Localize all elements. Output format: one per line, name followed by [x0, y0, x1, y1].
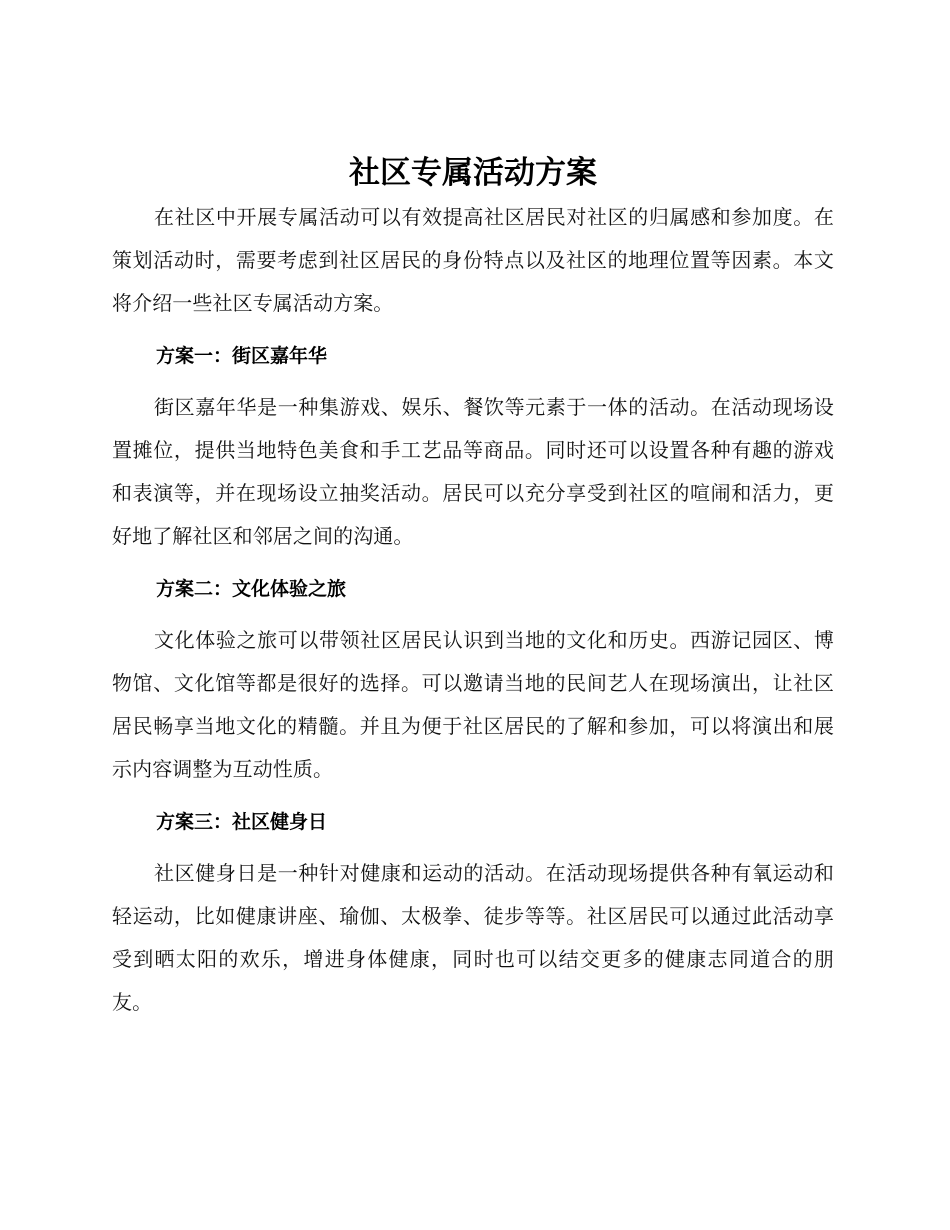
document-body — [112, 150, 834, 1024]
intro-paragraph: 在社区中开展专属活动可以有效提高社区居民对社区的归属感和参加度。在策划活动时，需要考虑到社区居民的身份特点以及社区的地理位置等因素。本文将介绍一些社区专属活动方案。 — [112, 205, 834, 315]
section-body-2: 文化体验之旅可以带领社区居民认识到当地的文化和历史。西游记园区、博物馆、文化馆等都是很好的选择。可以邀请当地的民间艺人在现场演出，让社区居民畅享当地文化的精髓。并且为便于社区居民的了解和参加，可以将演出和展示内容调整为互动性质。 — [112, 628, 834, 781]
document-title: 社区专属活动方案 — [349, 155, 597, 191]
section-heading-3: 方案三：社区健身日 — [156, 811, 328, 833]
section-heading-1: 方案一：街区嘉年华 — [156, 345, 328, 367]
section-body-1: 街区嘉年华是一种集游戏、娱乐、餐饮等元素于一体的活动。在活动现场设置摊位，提供当地特色美食和手工艺品等商品。同时还可以设置各种有趣的游戏和表演等，并在现场设立抽奖活动。居民可以充分享受到社区的喧闹和活力，更好地了解社区和邻居之间的沟通。 — [112, 395, 834, 548]
section-body-3: 社区健身日是一种针对健康和运动的活动。在活动现场提供各种有氧运动和轻运动，比如健康讲座、瑜伽、太极拳、徒步等等。社区居民可以通过此活动享受到晒太阳的欢乐，增进身体健康，同时也可以结交更多的健康志同道合的朋友。 — [112, 861, 834, 1014]
section-heading-2: 方案二：文化体验之旅 — [156, 578, 347, 600]
